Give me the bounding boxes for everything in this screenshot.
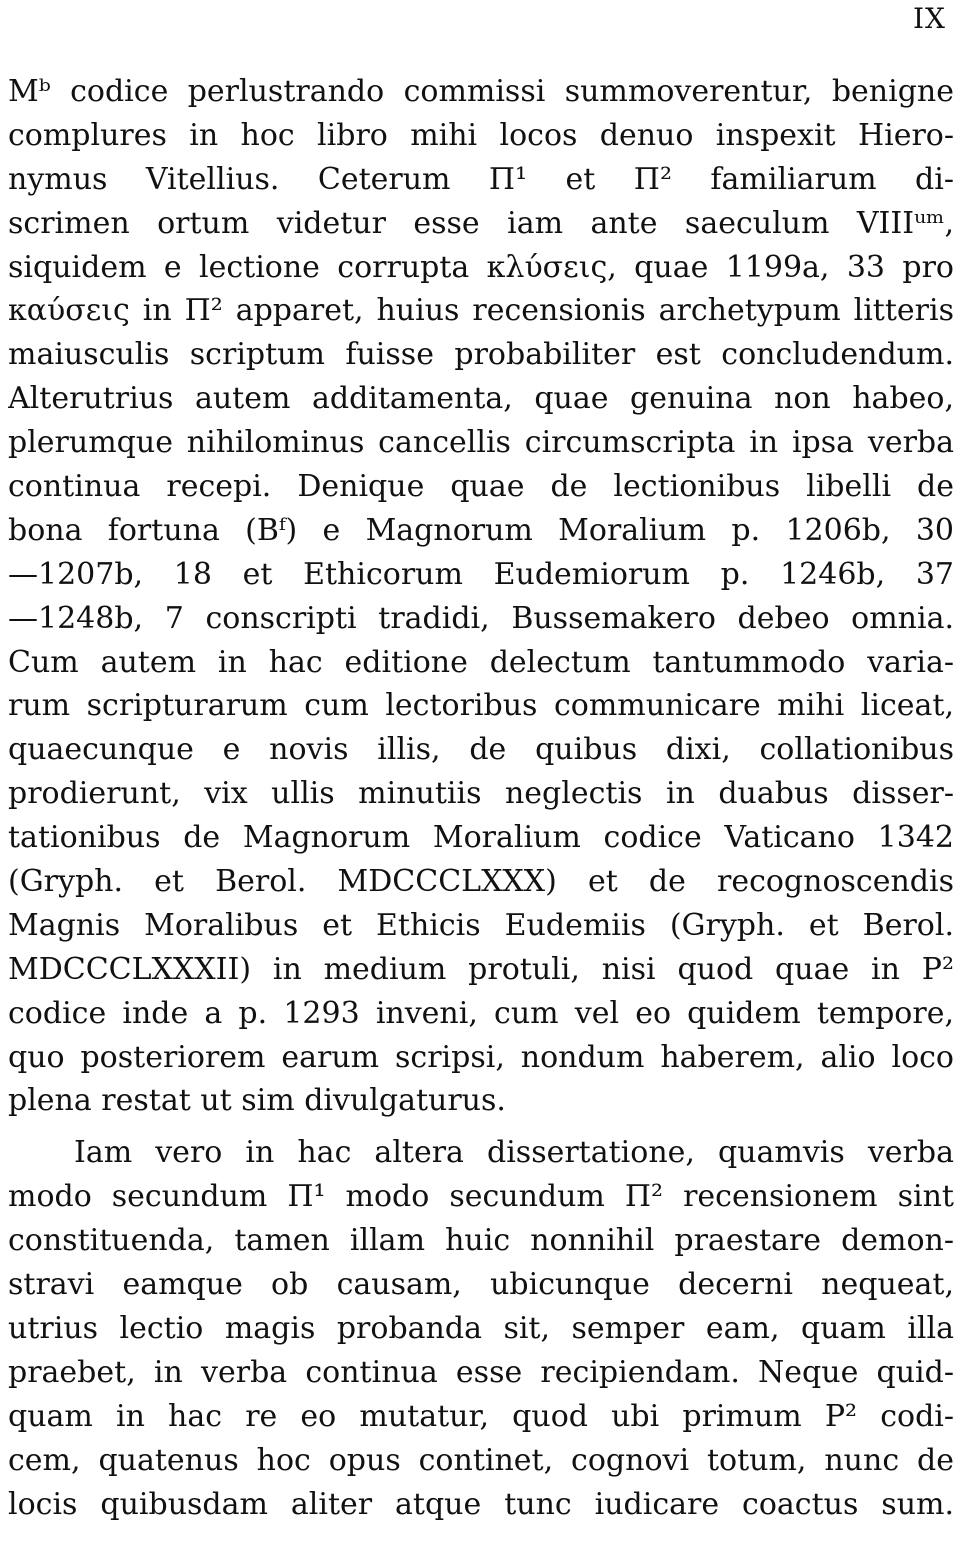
text-line: —1207b, 18 et Ethicorum Eudemiorum p. 1246b, 37 xyxy=(8,556,954,592)
text-line: quam in hac re eo mutatur, quod ubi primum P² codi- xyxy=(8,1398,954,1434)
paragraph-1 xyxy=(8,70,954,1123)
body-text xyxy=(8,70,954,1526)
text-line: Mᵇ codice perlustrando commissi summoverentur, benigne xyxy=(8,74,954,109)
text-line: —1248b, 7 conscripti tradidi, Bussemakero debeo omnia. xyxy=(8,600,954,636)
text-line: bona fortuna (Bᶠ) e Magnorum Moralium p. 1206b, 30 xyxy=(8,512,954,548)
text-line: καύσεις in Π² apparet, huius recensionis archetypum litteris xyxy=(8,293,954,329)
text-line: quo posteriorem earum scripsi, nondum haberem, alio loco xyxy=(8,1039,954,1075)
text-line: Iam vero in hac altera dissertatione, quamvis verba xyxy=(74,1135,954,1171)
text-line: siquidem e lectione corrupta κλύσεις, quae 1199a, 33 pro xyxy=(8,249,954,285)
text-line: prodierunt, vix ullis minutiis neglectis in duabus disser- xyxy=(8,776,954,812)
text-line: locis quibusdam aliter atque tunc iudicare coactus sum. xyxy=(8,1486,954,1522)
page-number: IX xyxy=(913,2,946,35)
text-line: MDCCCLXXXII) in medium protuli, nisi quod quae in P² xyxy=(8,951,954,987)
text-line: utrius lectio magis probanda sit, semper eam, quam illa xyxy=(8,1310,954,1346)
text-line: rum scripturarum cum lectoribus communicare mihi liceat, xyxy=(8,688,954,724)
paragraph-2 xyxy=(8,1131,954,1526)
text-line: cem, quatenus hoc opus continet, cognovi totum, nunc de xyxy=(8,1442,954,1478)
text-line: modo secundum Π¹ modo secundum Π² recensionem sint xyxy=(8,1179,954,1215)
text-line: Magnis Moralibus et Ethicis Eudemiis (Gryph. et Berol. xyxy=(8,907,954,943)
text-line: plerumque nihilominus cancellis circumscripta in ipsa verba xyxy=(8,425,954,461)
text-line: quaecunque e novis illis, de quibus dixi, collationibus xyxy=(8,732,954,768)
text-line: maiusculis scriptum fuisse probabiliter est concludendum. xyxy=(8,337,954,373)
text-line: stravi eamque ob causam, ubicunque decerni nequeat, xyxy=(8,1267,954,1303)
text-line: scrimen ortum videtur esse iam ante saeculum VIIIᵘᵐ, xyxy=(8,205,954,241)
text-line: praebet, in verba continua esse recipiendam. Neque quid- xyxy=(8,1354,954,1390)
text-line: complures in hoc libro mihi locos denuo inspexit Hiero- xyxy=(8,117,954,153)
text-line: (Gryph. et Berol. MDCCCLXXX) et de recognoscendis xyxy=(8,864,954,900)
text-line: continua recepi. Denique quae de lectionibus libelli de xyxy=(8,469,954,505)
paragraph-gap xyxy=(8,1123,954,1131)
text-line: Cum autem in hac editione delectum tantummodo varia- xyxy=(8,644,954,680)
text-line: tationibus de Magnorum Moralium codice Vaticano 1342 xyxy=(8,820,954,856)
text-line: codice inde a p. 1293 inveni, cum vel eo quidem tempore, xyxy=(8,995,954,1031)
text-line: constituenda, tamen illam huic nonnihil praestare demon- xyxy=(8,1223,954,1259)
text-line: plena restat ut sim divulgaturus. xyxy=(8,1083,506,1119)
text-line: nymus Vitellius. Ceterum Π¹ et Π² familiarum di- xyxy=(8,161,954,197)
text-line: Alterutrius autem additamenta, quae genuina non habeo, xyxy=(8,381,954,417)
